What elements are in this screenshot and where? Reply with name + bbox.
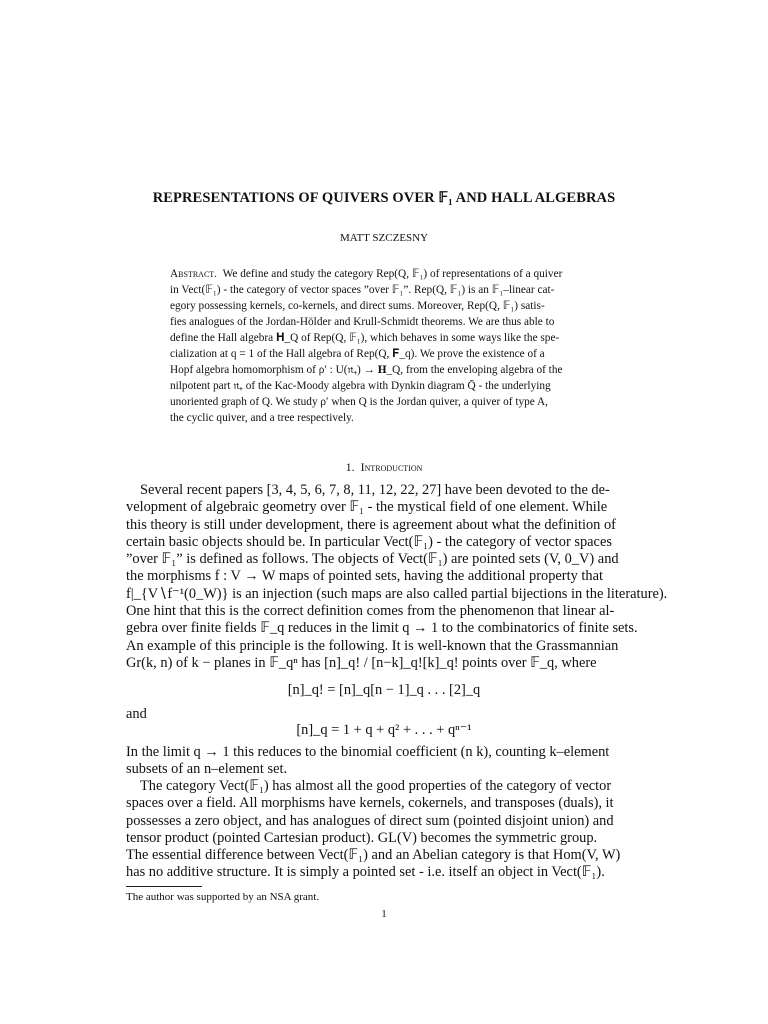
- body-line: gebra over finite fields 𝔽_q reduces in the limit q → 1 to the combinatorics of finite sets.: [126, 620, 638, 637]
- paragraph-2: [126, 744, 642, 779]
- footnote-rule: [126, 886, 202, 887]
- abstract-line: define the Hall algebra 𝐇_Q of Rep(Q, 𝔽₁), which behaves in some ways like the spe-: [170, 332, 560, 344]
- abstract-line: fies analogues of the Jordan-Hölder and Krull-Schmidt theorems. We are thus able to: [170, 316, 555, 328]
- author-name: MATT SZCZESNY: [339, 232, 429, 244]
- abstract-line: Abstract. We define and study the category Rep(Q, 𝔽₁) of representations of a quiver: [170, 268, 563, 280]
- equation-factorial: [n]_q! = [n]_q[n − 1]_q . . . [2]_q: [287, 682, 481, 698]
- body-line: f|_{V∖f⁻¹(0_W)} is an injection (such maps are also called partial bijections in the literature).: [126, 585, 668, 602]
- and-text: and: [126, 706, 147, 722]
- abstract: [170, 266, 598, 426]
- abstract-line: Hopf algebra homomorphism of ρ′ : U(𝔫₊) → 𝐇_Q, from the enveloping algebra of the: [170, 364, 563, 376]
- body-line: subsets of an n–element set.: [126, 761, 288, 778]
- body-line: tensor product (pointed Cartesian product). GL(V) becomes the symmetric group.: [126, 829, 598, 846]
- paragraph-3: [126, 778, 642, 882]
- section-title: Introduction: [360, 460, 423, 474]
- page-number: 1: [381, 908, 387, 920]
- body-line: The essential difference between Vect(𝔽₁) and an Abelian category is that Hom(V, W): [126, 847, 621, 864]
- abstract-line: egory possessing kernels, co-kernels, and direct sums. Moreover, Rep(Q, 𝔽₁) satis-: [170, 300, 545, 312]
- section-heading: [0, 460, 768, 475]
- body-line: the morphisms f : V → W maps of pointed sets, having the additional property that: [126, 568, 603, 585]
- body-line: Gr(k, n) of k − planes in 𝔽_qⁿ has [n]_q! / [n−k]_q![k]_q! points over 𝔽_q, where: [126, 654, 597, 671]
- body-line: In the limit q → 1 this reduces to the binomial coefficient (n k), counting k–element: [126, 744, 610, 760]
- abstract-label: Abstract.: [170, 268, 217, 280]
- abstract-line: in Vect(𝔽₁) - the category of vector spaces ”over 𝔽₁”. Rep(Q, 𝔽₁) is an 𝔽₁–linear cat-: [170, 284, 555, 296]
- body-line: One hint that this is the correct definition comes from the phenomenon that linear al-: [126, 603, 615, 620]
- abstract-line: cialization at q = 1 of the Hall algebra of Rep(Q, 𝐅_q). We prove the existence of a: [170, 348, 545, 360]
- footnote: The author was supported by an NSA grant.: [126, 891, 320, 903]
- paragraph-1: [126, 482, 668, 672]
- body-line: ”over 𝔽₁” is defined as follows. The objects of Vect(𝔽₁) are pointed sets (V, 0_V) and: [126, 551, 619, 568]
- body-line: this theory is still under development, there is agreement about what the definition of: [126, 516, 616, 533]
- abstract-line: unoriented graph of Q. We study ρ′ when Q is the Jordan quiver, a quiver of type A,: [170, 396, 548, 408]
- body-line: velopment of algebraic geometry over 𝔽₁ - the mystical field of one element. While: [126, 499, 608, 516]
- body-line: Several recent papers [3, 4, 5, 6, 7, 8, 11, 12, 22, 27] have been devoted to the de-: [140, 482, 610, 498]
- paper-title: REPRESENTATIONS OF QUIVERS OVER 𝔽₁ AND HALL ALGEBRAS: [152, 190, 616, 206]
- body-line: An example of this principle is the following. It is well-known that the Grassmannian: [126, 637, 619, 654]
- body-line: certain basic objects should be. In particular Vect(𝔽₁) - the category of vector spaces: [126, 533, 612, 550]
- section-number: 1.: [345, 460, 355, 474]
- abstract-line: the cyclic quiver, and a tree respectively.: [170, 412, 354, 424]
- body-line: The category Vect(𝔽₁) has almost all the good properties of the category of vector: [140, 778, 612, 794]
- abstract-line: nilpotent part 𝔫₊ of the Kac-Moody algebra with Dynkin diagram Q̄ - the underlying: [170, 380, 551, 392]
- body-line: possesses a zero object, and has analogues of direct sum (pointed disjoint union) and: [126, 812, 614, 829]
- body-line: spaces over a field. All morphisms have kernels, cokernels, and transposes (duals), it: [126, 795, 614, 812]
- equation-q-number: [n]_q = 1 + q + q² + . . . + qⁿ⁻¹: [296, 722, 472, 738]
- body-line: has no additive structure. It is simply a pointed set - i.e. itself an object in Vect(𝔽₁).: [126, 864, 605, 881]
